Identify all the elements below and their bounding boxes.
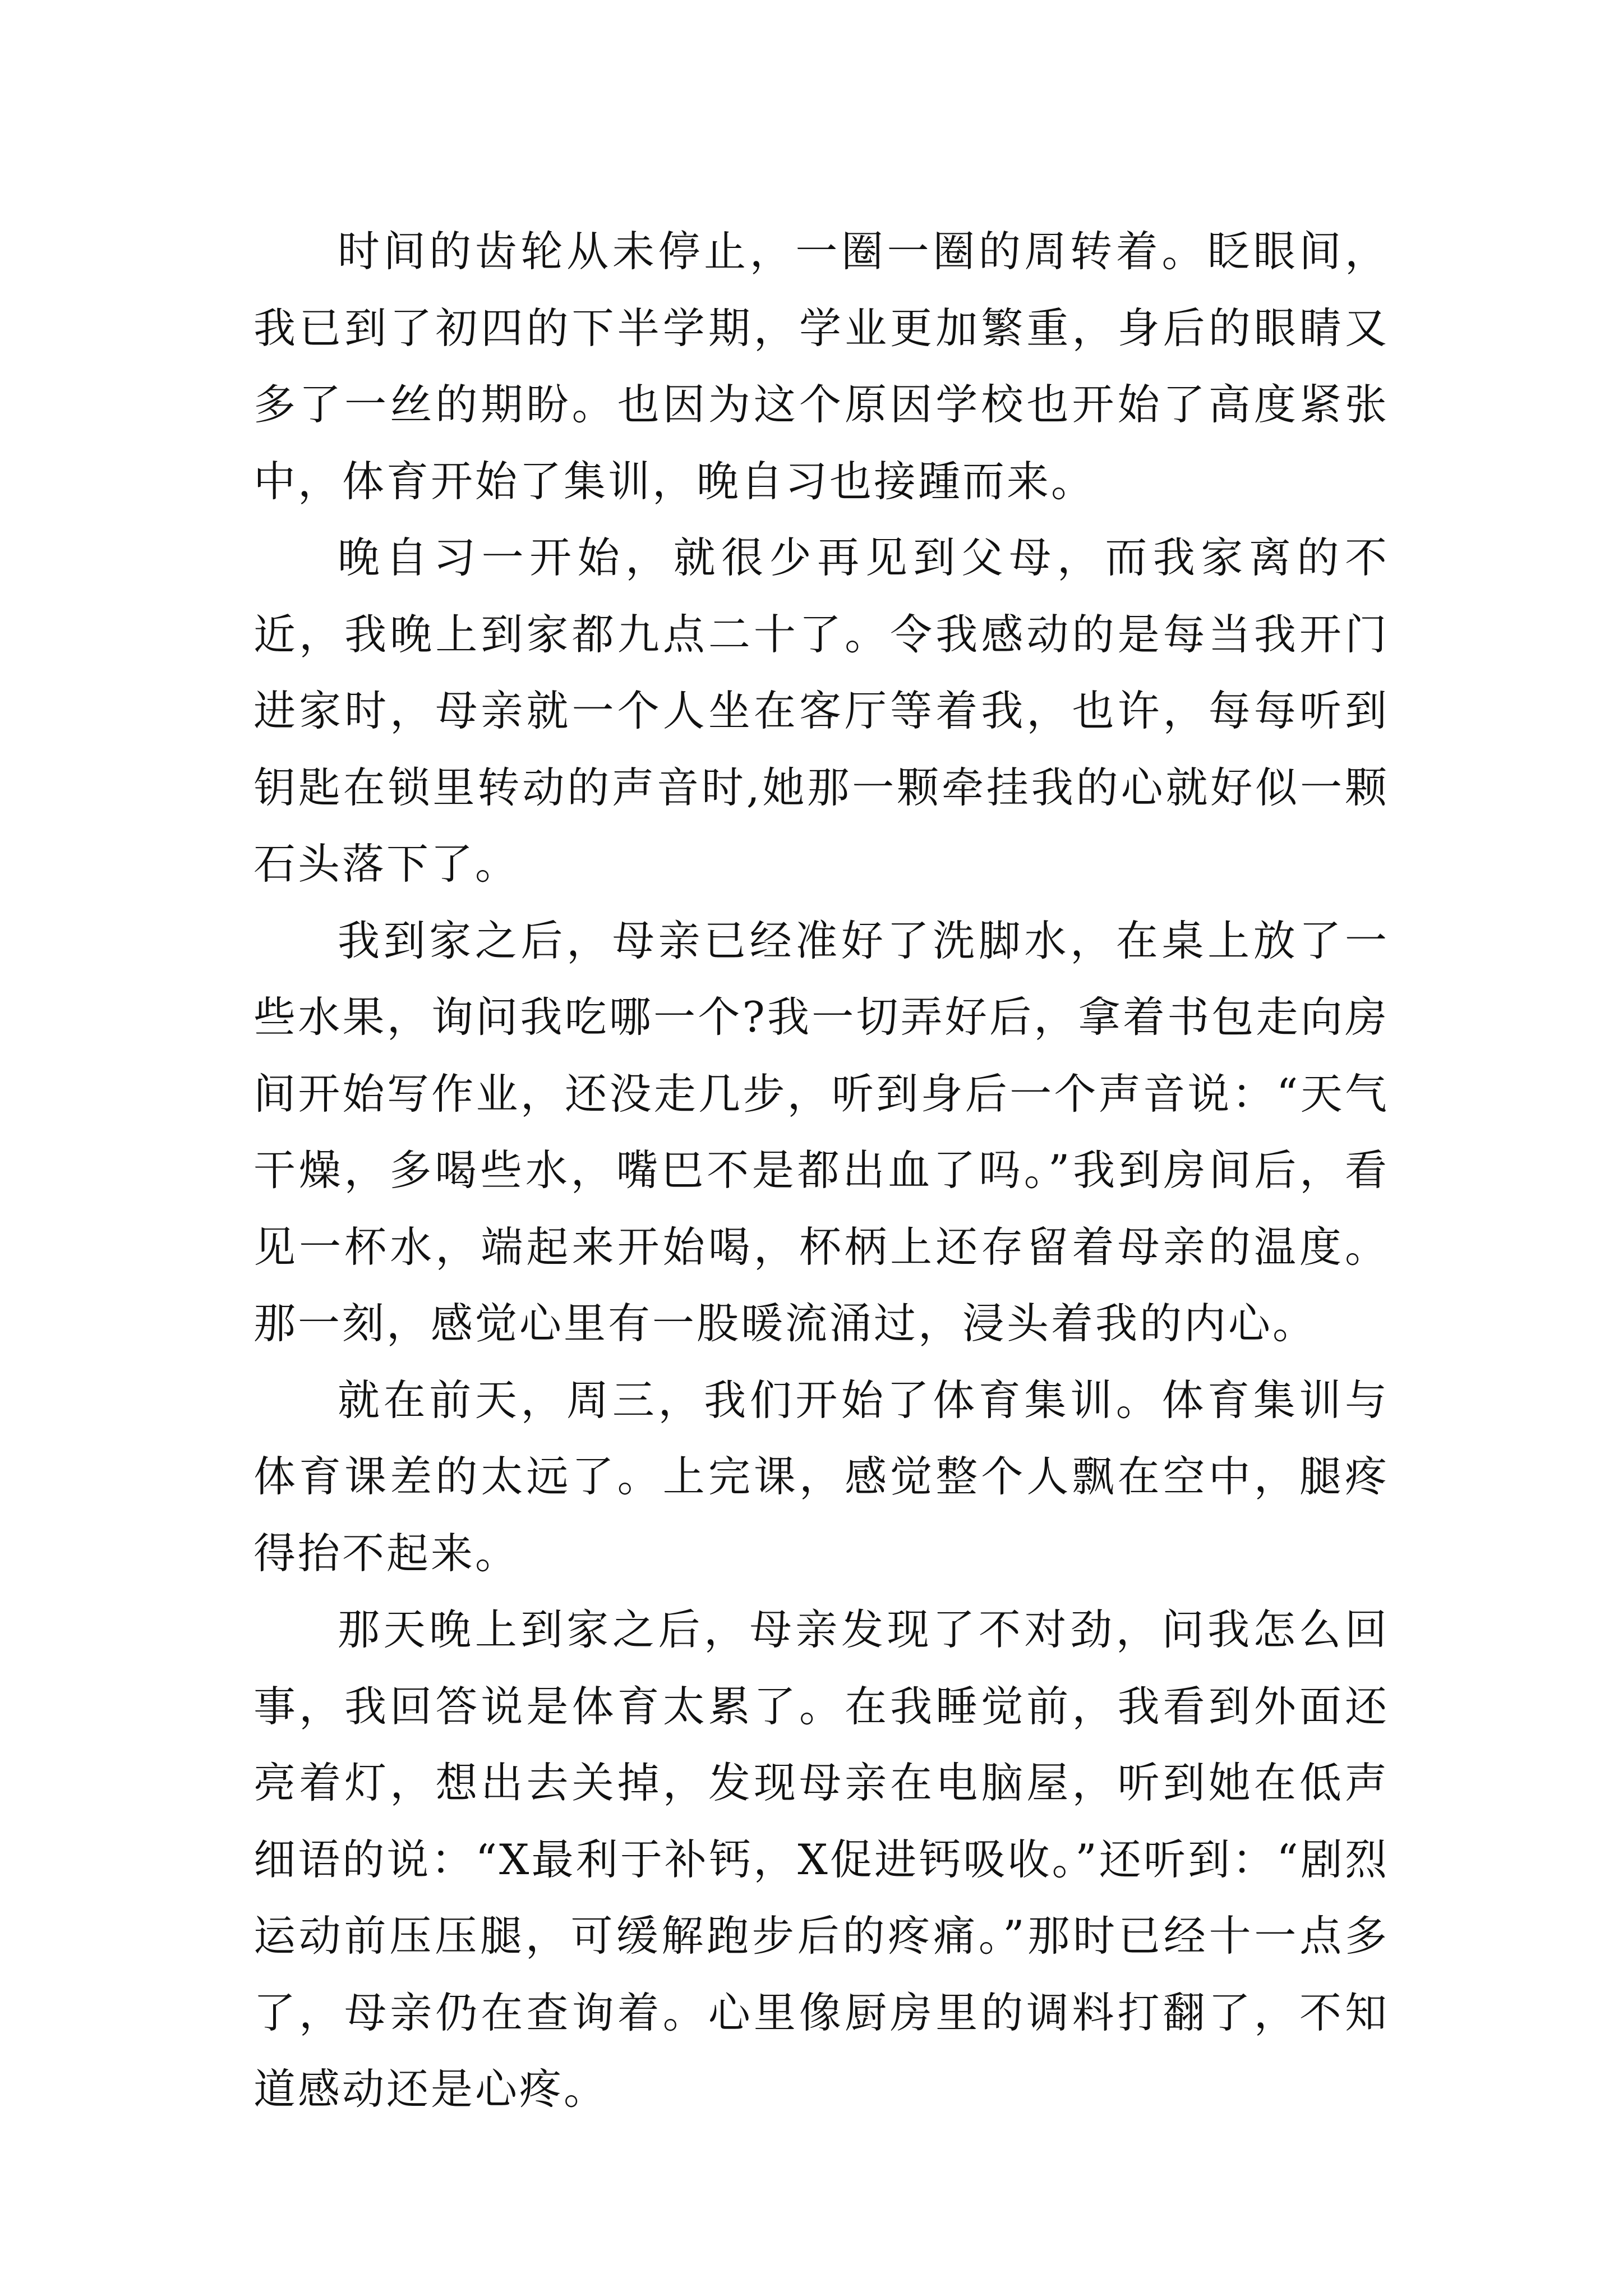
paragraph-3: 我到家之后，母亲已经准好了洗脚水，在桌上放了一些水果，询问我吃哪一个?我一切弄好后，拿着书包走向房间开始写作业，还没走几步，听到身后一个声音说：“天气干燥，多喝些水，嘴巴不是都出血了吗。”我到房间后，看见一杯水，端起来开始喝，杯柄上还存留着母亲的温度。那一刻，感觉心里有一股暖流涌过，浸头着我的内心。 <box>253 915 1389 1348</box>
paragraph-4: 就在前天，周三，我们开始了体育集训。体育集训与体育课差的太远了。上完课，感觉整个人飘在空中，腿疼得抬不起来。 <box>253 1375 1389 1578</box>
document-body <box>253 213 1389 2128</box>
paragraph-1: 时间的齿轮从未停止，一圈一圈的周转着。眨眼间，我已到了初四的下半学期，学业更加繁重，身后的眼睛又多了一丝的期盼。也因为这个原因学校也开始了高度紧张中，体育开始了集训，晚自习也接踵而来。 <box>253 227 1389 506</box>
paragraph-5: 那天晚上到家之后，母亲发现了不对劲，问我怎么回事，我回答说是体育太累了。在我睡觉前，我看到外面还亮着灯，想出去关掉，发现母亲在电脑屋，听到她在低声细语的说：“X最利于补钙，X促进钙吸收。”还听到：“剧烈运动前压压腿，可缓解跑步后的疼痛。”那时已经十一点多了，母亲仍在查询着。心里像厨房里的调料打翻了，不知道感动还是心疼。 <box>253 1605 1389 2114</box>
paragraph-2: 晚自习一开始，就很少再见到父母，而我家离的不近，我晚上到家都九点二十了。令我感动的是每当我开门进家时，母亲就一个人坐在客厅等着我，也许，每每听到钥匙在锁里转动的声音时,她那一颗牵挂我的心就好似一颗石头落下了。 <box>253 533 1389 889</box>
